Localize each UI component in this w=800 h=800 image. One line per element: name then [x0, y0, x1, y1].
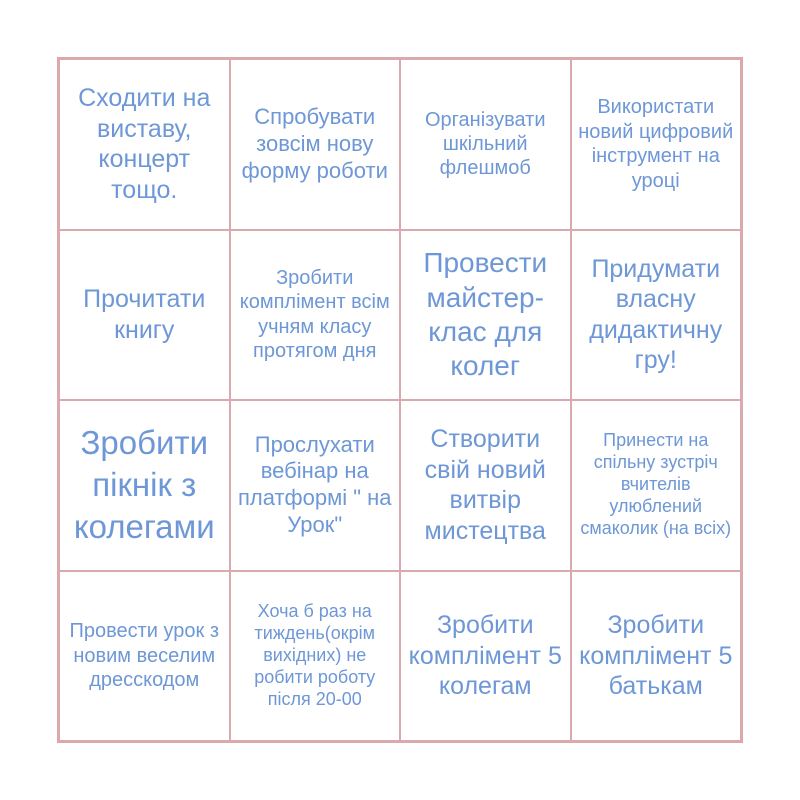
bingo-cell[interactable]: Спробувати зовсім нову форму роботи	[230, 59, 401, 230]
bingo-cell[interactable]: Використати новий цифровий інструмент на уроці	[571, 59, 742, 230]
bingo-cell[interactable]: Зробити пікнік з колегами	[59, 400, 230, 571]
bingo-cell[interactable]: Прочитати книгу	[59, 230, 230, 401]
bingo-cell[interactable]: Сходити на виставу, концерт тощо.	[59, 59, 230, 230]
bingo-cell[interactable]: Придумати власну дидактичну гру!	[571, 230, 742, 401]
bingo-cell[interactable]: Зробити комплімент 5 колегам	[400, 571, 571, 742]
bingo-cell[interactable]: Провести урок з новим веселим дресскодом	[59, 571, 230, 742]
bingo-cell[interactable]: Принести на спільну зустріч вчителів улюблений смаколик (на всіх)	[571, 400, 742, 571]
bingo-cell[interactable]: Прослухати вебінар на платформі " на Урок"	[230, 400, 401, 571]
bingo-board	[57, 57, 743, 743]
bingo-cell[interactable]: Організувати шкільний флешмоб	[400, 59, 571, 230]
bingo-cell[interactable]: Провести майстер-клас для колег	[400, 230, 571, 401]
bingo-cell[interactable]: Зробити комплімент всім учням класу протягом дня	[230, 230, 401, 401]
bingo-cell[interactable]: Створити свій новий витвір мистецтва	[400, 400, 571, 571]
bingo-cell[interactable]: Зробити комплімент 5 батькам	[571, 571, 742, 742]
bingo-cell[interactable]: Хоча б раз на тиждень(окрім вихідних) не робити роботу після 20-00	[230, 571, 401, 742]
